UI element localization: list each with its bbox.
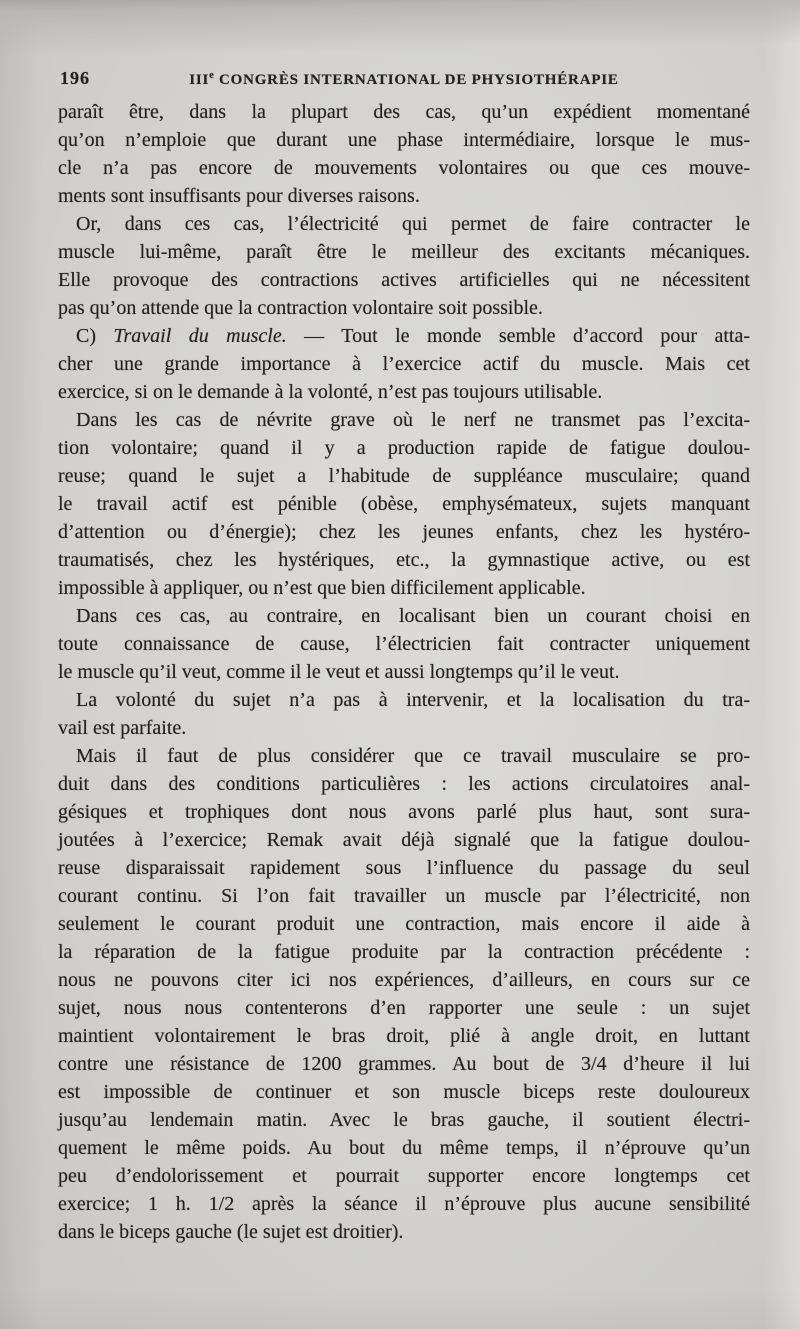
running-title-prefix: III <box>189 72 210 88</box>
text-line: cle n’a pas encore de mouvements volontaires ou que ces mouve- <box>58 157 750 179</box>
text-line: courant continu. Si l’on fait travailler un muscle par l’électricité, non <box>58 885 750 907</box>
running-title-ordinal: e <box>209 70 215 81</box>
italic-text-segment: Travail du muscle. <box>113 325 287 347</box>
text-line: sujet, nous nous contenterons d’en rapporter une seule : un sujet <box>58 997 750 1019</box>
text-line: joutées à l’exercice; Remak avait déjà signalé que la fatigue doulou- <box>58 829 750 851</box>
text-line: peu d’endolorissement et pourrait supporter encore longtemps cet <box>58 1165 750 1187</box>
text-line: la réparation de la fatigue produite par la contraction précédente : <box>58 941 750 963</box>
paragraph <box>58 742 750 1246</box>
text-line: jusqu’au lendemain matin. Avec le bras gauche, il soutient électri- <box>58 1109 750 1131</box>
text-line: Or, dans ces cas, l’électricité qui permet de faire contracter le <box>76 213 750 235</box>
paragraph <box>58 210 750 322</box>
text-line: La volonté du sujet n’a pas à intervenir, et la localisation du tra- <box>76 689 750 711</box>
text-line: quement le même poids. Au bout du même temps, il n’éprouve qu’un <box>58 1137 750 1159</box>
text-line: traumatisés, chez les hystériques, etc., la gymnastique active, ou est <box>58 549 750 571</box>
text-line: qu’on n’emploie que durant une phase intermédiaire, lorsque le mus- <box>58 129 750 151</box>
text-line: d’attention ou d’énergie); chez les jeunes enfants, chez les hystéro- <box>58 521 750 543</box>
text-line: reuse; quand le sujet a l’habitude de suppléance musculaire; quand <box>58 465 750 487</box>
text-line: tion volontaire; quand il y a production rapide de fatigue doulou- <box>58 437 750 459</box>
running-title-rest: CONGRÈS INTERNATIONAL DE PHYSIOTHÉRAPIE <box>214 72 619 88</box>
text-line: ments sont insuffisants pour diverses raisons. <box>58 185 420 207</box>
text-line: duit dans des conditions particulières : les actions circulatoires anal- <box>58 773 750 795</box>
text-line <box>58 322 750 350</box>
text-line: muscle lui-même, paraît être le meilleur des excitants mécaniques. <box>58 241 750 263</box>
text-line: seulement le courant produit une contraction, mais encore il aide à <box>58 913 750 935</box>
text-segment: — Tout le monde semble d’accord pour atta- <box>286 325 750 347</box>
paragraph <box>58 602 750 686</box>
text-line: dans le biceps gauche (le sujet est droitier). <box>58 1221 404 1243</box>
text-line: impossible à appliquer, ou n’est que bien difficilement applicable. <box>58 577 586 599</box>
paragraph <box>58 322 750 406</box>
text-line: reuse disparaissait rapidement sous l’influence du passage du seul <box>58 857 750 879</box>
page-body <box>58 98 750 1246</box>
text-line: Dans ces cas, au contraire, en localisant bien un courant choisi en <box>76 605 750 627</box>
text-line: vail est parfaite. <box>58 717 187 739</box>
paragraph <box>58 686 750 742</box>
text-line: pas qu’on attende que la contraction volontaire soit possible. <box>58 297 543 319</box>
text-line: est impossible de continuer et son muscle biceps reste douloureux <box>58 1081 750 1103</box>
text-line: le travail actif est pénible (obèse, emphysémateux, sujets manquant <box>58 493 750 515</box>
running-header <box>58 66 750 92</box>
text-line: Elle provoque des contractions actives artificielles qui ne nécessitent <box>58 269 750 291</box>
text-line: paraît être, dans la plupart des cas, qu’un expédient momentané <box>58 101 750 123</box>
text-line: exercice; 1 h. 1/2 après la séance il n’éprouve plus aucune sensibilité <box>58 1193 750 1215</box>
text-line: gésiques et trophiques dont nous avons parlé plus haut, sont sura- <box>58 801 750 823</box>
running-title <box>58 70 750 89</box>
text-segment: C) <box>76 325 114 347</box>
paragraph <box>58 98 750 210</box>
text-line: Mais il faut de plus considérer que ce travail musculaire se pro- <box>76 745 750 767</box>
text-line: Dans les cas de névrite grave où le nerf ne transmet pas l’excita- <box>76 409 750 431</box>
text-line: nous ne pouvons citer ici nos expériences, d’ailleurs, en cours sur ce <box>58 969 750 991</box>
text-line: contre une résistance de 1200 grammes. Au bout de 3/4 d’heure il lui <box>58 1053 750 1075</box>
text-line: cher une grande importance à l’exercice actif du muscle. Mais cet <box>58 353 750 375</box>
page-number: 196 <box>60 68 90 88</box>
text-line: maintient volontairement le bras droit, plié à angle droit, en luttant <box>58 1025 750 1047</box>
paragraph <box>58 406 750 602</box>
text-line: le muscle qu’il veut, comme il le veut et aussi longtemps qu’il le veut. <box>58 661 620 683</box>
text-line: exercice, si on le demande à la volonté, n’est pas toujours utilisable. <box>58 381 603 403</box>
text-line: toute connaissance de cause, l’électricien fait contracter uniquement <box>58 633 750 655</box>
